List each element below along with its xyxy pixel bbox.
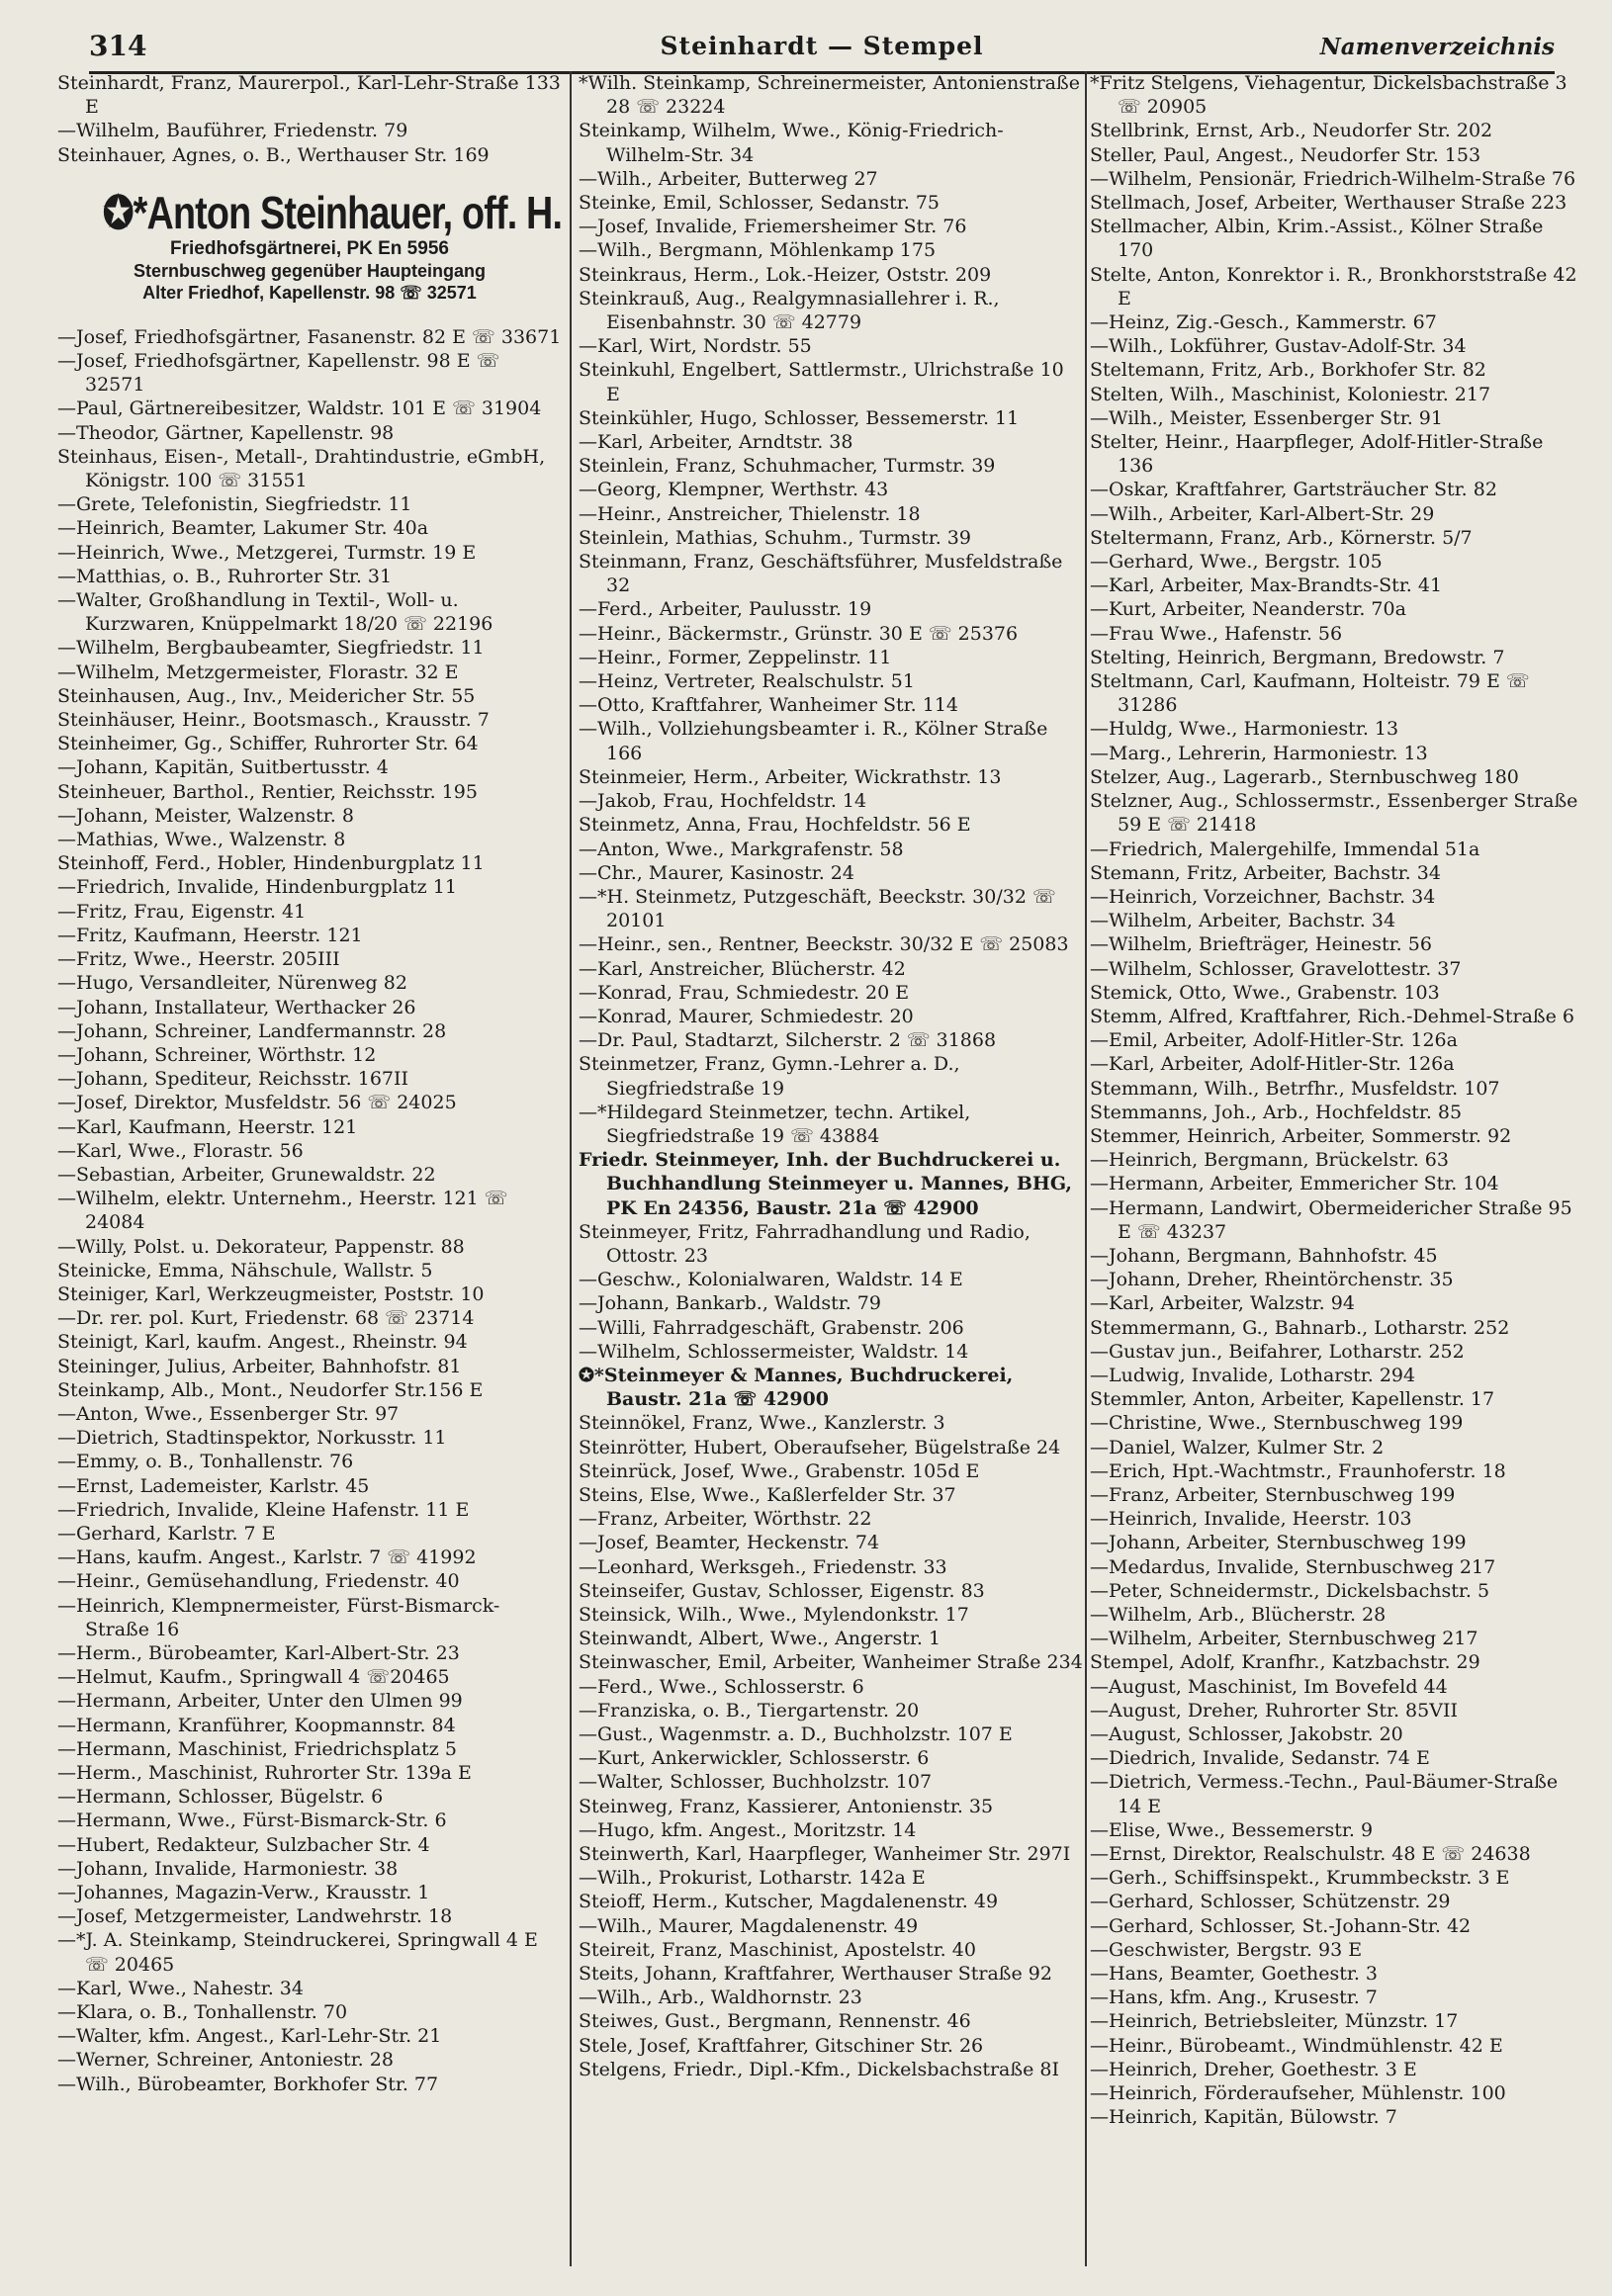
directory-entry: —Gerhard, Karlstr. 7 E [57, 1522, 276, 1545]
directory-entry: *Wilh. Steinkamp, Schreinermeister, Antonienstraße 28 ☏ 23224 [579, 72, 1080, 119]
directory-entry: Steinnökel, Franz, Wwe., Kanzlerstr. 3 [579, 1412, 945, 1435]
directory-entry: —Heinrich, Bergmann, Brückelstr. 63 [1090, 1149, 1449, 1172]
directory-entry: *Fritz Stelgens, Viehagentur, Dickelsbachstraße 3 ☏ 20905 [1090, 72, 1567, 119]
directory-entry: —Heinrich, Förderaufseher, Mühlenstr. 100 [1090, 2082, 1506, 2105]
directory-entry: —Josef, Direktor, Musfeldstr. 56 ☏ 24025 [57, 1092, 457, 1114]
directory-entry: —Anton, Wwe., Essenberger Str. 97 [57, 1402, 400, 1425]
directory-entry: —Helmut, Kaufm., Springwall 4 ☏20465 [57, 1666, 450, 1689]
directory-entry: —Herm., Bürobeamter, Karl-Albert-Str. 23 [57, 1641, 460, 1664]
advertisement-name: ✪*Anton Steinhauer, off. H. [102, 186, 562, 238]
directory-entry: Stelter, Heinr., Haarpfleger, Adolf-Hitler-Straße 136 [1090, 431, 1544, 478]
directory-entry: —Josef, Friedhofsgärtner, Kapellenstr. 98 E ☏ 32571 [57, 350, 500, 397]
directory-entry: —Johann, Invalide, Harmoniestr. 38 [57, 1857, 399, 1880]
directory-entry: —Wilhelm, Bergbaubeamter, Siegfriedstr. 11 [57, 637, 485, 660]
directory-entry: —August, Dreher, Ruhrorter Str. 85VII [1090, 1699, 1458, 1722]
directory-entry: —Heinr., Anstreicher, Thielenstr. 18 [579, 502, 921, 525]
directory-entry: —Hans, kfm. Ang., Krusestr. 7 [1090, 1987, 1378, 2009]
directory-entry: —Mathias, Wwe., Walzenstr. 8 [57, 829, 346, 851]
directory-entry: Steinkrauß, Aug., Realgymnasiallehrer i. R., Eisenbahnstr. 30 ☏ 42779 [579, 287, 1000, 334]
directory-entry: Stele, Josef, Kraftfahrer, Gitschiner Str. 26 [579, 2034, 984, 2057]
directory-entry: —Oskar, Kraftfahrer, Gartsträucher Str. 82 [1090, 479, 1497, 501]
advertisement-line1: Friedhofsgärtnerei, PK En 5956 [170, 237, 449, 259]
directory-entry: —Gerhard, Schlosser, Schützenstr. 29 [1090, 1891, 1451, 1913]
directory-entry: —Huldg, Wwe., Harmoniestr. 13 [1090, 718, 1399, 741]
directory-entry: Steinmetzer, Franz, Gymn.-Lehrer a. D., Siegfriedstraße 19 [579, 1053, 960, 1100]
directory-entry: —Medardus, Invalide, Sternbuschweg 217 [1090, 1555, 1496, 1578]
directory-entry: —Hubert, Redakteur, Sulzbacher Str. 4 [57, 1833, 430, 1856]
directory-entry: —Dietrich, Vermess.-Techn., Paul-Bäumer-Straße 14 E [1090, 1771, 1559, 1817]
directory-entry: Steinheuer, Barthol., Rentier, Reichsstr. 195 [57, 780, 478, 803]
directory-entry: Steinrück, Josef, Wwe., Grabenstr. 105d E [579, 1459, 980, 1482]
directory-entry: —Friedrich, Invalide, Hindenburgplatz 11 [57, 876, 457, 899]
directory-entry: —Josef, Invalide, Friemersheimer Str. 76 [579, 216, 967, 238]
column-2 [579, 71, 1083, 2266]
directory-entry: —Ferd., Arbeiter, Paulusstr. 19 [579, 598, 872, 621]
directory-entry: —*Hildegard Steinmetzer, techn. Artikel, Siegfriedstraße 19 ☏ 43884 [579, 1101, 971, 1147]
directory-entry: —Walter, Großhandlung in Textil-, Woll- u. Kurzwaren, Knüppelmarkt 18/20 ☏ 22196 [57, 589, 493, 636]
directory-entry: —Karl, Wirt, Nordstr. 55 [579, 335, 812, 358]
directory-entry: —Fritz, Frau, Eigenstr. 41 [57, 900, 307, 923]
directory-entry: —August, Schlosser, Jakobstr. 20 [1090, 1723, 1403, 1746]
directory-entry: —Sebastian, Arbeiter, Grunewaldstr. 22 [57, 1163, 436, 1186]
directory-entry: —Fritz, Wwe., Heerstr. 205III [57, 948, 340, 971]
directory-entry: —Karl, Arbeiter, Arndtstr. 38 [579, 431, 853, 454]
directory-entry: ✪*Steinmeyer & Mannes, Buchdruckerei, Baustr. 21a ☏ 42900 [579, 1364, 1014, 1411]
directory-entry: Steinkuhl, Engelbert, Sattlermstr., Ulrichstraße 10 E [579, 359, 1064, 405]
directory-entry: —Heinrich, Wwe., Metzgerei, Turmstr. 19 E [57, 541, 477, 564]
directory-entry: Stelte, Anton, Konrektor i. R., Bronkhorststraße 42 E [1090, 263, 1577, 309]
directory-entry: —Hermann, Kranführer, Koopmannstr. 84 [57, 1714, 456, 1736]
directory-entry: Steireit, Franz, Maschinist, Apostelstr. 40 [579, 1938, 976, 1961]
directory-entry: —Werner, Schreiner, Antoniestr. 28 [57, 2049, 394, 2072]
directory-entry: —Hermann, Schlosser, Bügelstr. 6 [57, 1786, 384, 1809]
directory-entry: —Hermann, Landwirt, Obermeidericher Straße 95 E ☏ 43237 [1090, 1196, 1572, 1243]
directory-entry: —Hans, kaufm. Angest., Karlstr. 7 ☏ 41992 [57, 1546, 477, 1569]
directory-entry: —Heinr., Bürobeamt., Windmühlenstr. 42 E [1090, 2034, 1503, 2057]
column-3 [1090, 71, 1584, 2266]
directory-entry: —Wilhelm, elektr. Unternehm., Heerstr. 121 ☏ 24084 [57, 1188, 508, 1234]
directory-entry: —Ernst, Direktor, Realschulstr. 48 E ☏ 24638 [1090, 1843, 1531, 1866]
directory-entry: —Wilhelm, Pensionär, Friedrich-Wilhelm-Straße 76 [1090, 167, 1576, 190]
directory-entry: —Johann, Schreiner, Landfermannstr. 28 [57, 1019, 447, 1042]
directory-entry: —Wilhelm, Bauführer, Friedenstr. 79 [57, 120, 408, 142]
directory-entry: —Kurt, Ankerwickler, Schlosserstr. 6 [579, 1747, 930, 1770]
directory-entry: Steins, Else, Wwe., Kaßlerfelder Str. 37 [579, 1483, 956, 1506]
directory-entry: —Wilhelm, Schlossermeister, Waldstr. 14 [579, 1340, 969, 1363]
directory-entry: —Walter, kfm. Angest., Karl-Lehr-Str. 21 [57, 2025, 442, 2048]
directory-entry: —Marg., Lehrerin, Harmoniestr. 13 [1090, 742, 1428, 764]
directory-entry: —Ernst, Lademeister, Karlstr. 45 [57, 1474, 370, 1497]
advertisement-box [57, 187, 562, 304]
directory-entry: —Karl, Anstreicher, Blücherstr. 42 [579, 957, 906, 980]
directory-entry: —Josef, Beamter, Heckenstr. 74 [579, 1532, 880, 1554]
directory-entry: Steinwerth, Karl, Haarpfleger, Wanheimer Str. 297I [579, 1843, 1071, 1866]
directory-entry: —Matthias, o. B., Ruhrorter Str. 31 [57, 565, 393, 587]
directory-entry: —Dr. rer. pol. Kurt, Friedenstr. 68 ☏ 23714 [57, 1307, 475, 1330]
directory-entry: —Heinrich, Kapitän, Bülowstr. 7 [1090, 2106, 1397, 2129]
directory-entry: —Jakob, Frau, Hochfeldstr. 14 [579, 790, 867, 813]
directory-entry: —Hans, Beamter, Goethestr. 3 [1090, 1963, 1378, 1986]
directory-entry: —Wilh., Bergmann, Möhlenkamp 175 [579, 239, 937, 262]
directory-entry: —Gust., Wagenmstr. a. D., Buchholzstr. 107 E [579, 1723, 1013, 1746]
directory-entry: Steinke, Emil, Schlosser, Sedanstr. 75 [579, 192, 940, 215]
page-header [89, 26, 1555, 74]
directory-entry: —Gustav jun., Beifahrer, Lotharstr. 252 [1090, 1340, 1465, 1363]
directory-entry: —Wilhelm, Arb., Blücherstr. 28 [1090, 1604, 1387, 1626]
directory-entry: —Johann, Installateur, Werthacker 26 [57, 996, 416, 1018]
directory-entry: —Frau Wwe., Hafenstr. 56 [1090, 622, 1343, 645]
directory-entry: —Diedrich, Invalide, Sedanstr. 74 E [1090, 1747, 1430, 1770]
directory-entry: —Kurt, Arbeiter, Neanderstr. 70a [1090, 598, 1406, 621]
directory-entry: Steller, Paul, Angest., Neudorfer Str. 153 [1090, 143, 1481, 166]
directory-entry: Stemann, Fritz, Arbeiter, Bachstr. 34 [1090, 861, 1441, 884]
directory-entry: —Heinr., Bäckermstr., Grünstr. 30 E ☏ 25376 [579, 622, 1019, 645]
directory-entry: Steinweg, Franz, Kassierer, Antonienstr. 35 [579, 1795, 994, 1817]
directory-entry: —Elise, Wwe., Bessemerstr. 9 [1090, 1818, 1374, 1841]
directory-entry: —Heinz, Zig.-Gesch., Kammerstr. 67 [1090, 311, 1437, 334]
directory-entry: —Karl, Kaufmann, Heerstr. 121 [57, 1115, 358, 1138]
directory-entry: Steinheimer, Gg., Schiffer, Ruhrorter Str. 64 [57, 733, 479, 755]
directory-entry: —Johann, Spediteur, Reichsstr. 167II [57, 1068, 409, 1091]
directory-entry: —Heinr., Gemüsehandlung, Friedenstr. 40 [57, 1570, 460, 1593]
directory-entry: Steiwes, Gust., Bergmann, Rennenstr. 46 [579, 2010, 971, 2033]
directory-entry: Stelzner, Aug., Schlossermstr., Essenberger Straße 59 E ☏ 21418 [1090, 790, 1578, 837]
column-divider [1085, 71, 1087, 2266]
directory-entry: —Franziska, o. B., Tiergartenstr. 20 [579, 1699, 920, 1722]
directory-entry: —Georg, Klempner, Werthstr. 43 [579, 479, 889, 501]
directory-entry: —Wilh., Meister, Essenberger Str. 91 [1090, 406, 1443, 429]
directory-entry: Steinhoff, Ferd., Hobler, Hindenburgplatz 11 [57, 852, 485, 875]
directory-entry: —Emmy, o. B., Tonhallenstr. 76 [57, 1451, 354, 1473]
directory-entry: —*J. A. Steinkamp, Steindruckerei, Springwall 4 E ☏ 20465 [57, 1929, 538, 1976]
directory-entry: —Heinrich, Beamter, Lakumer Str. 40a [57, 517, 429, 540]
directory-entry: —Wilhelm, Metzgermeister, Florastr. 32 E [57, 661, 459, 683]
directory-entry: —Johann, Meister, Walzenstr. 8 [57, 804, 354, 827]
directory-entry: —Johann, Bergmann, Bahnhofstr. 45 [1090, 1244, 1438, 1267]
directory-entry: Steininger, Julius, Arbeiter, Bahnhofstr. 81 [57, 1355, 462, 1377]
directory-entry: —Klara, o. B., Tonhallenstr. 70 [57, 2001, 348, 2024]
directory-entry: —Theodor, Gärtner, Kapellenstr. 98 [57, 421, 395, 444]
advertisement-line2: Sternbuschweg gegenüber Haupteingang [133, 260, 487, 281]
directory-entry: —Josef, Metzgermeister, Landwehrstr. 18 [57, 1905, 453, 1928]
directory-entry: —Peter, Schneidermstr., Dickelsbachstr. 5 [1090, 1579, 1490, 1602]
directory-entry: —Johann, Arbeiter, Sternbuschweg 199 [1090, 1532, 1467, 1554]
directory-entry: Stelgens, Friedr., Dipl.-Kfm., Dickelsbachstraße 8I [579, 2058, 1059, 2080]
directory-entry: Steinkühler, Hugo, Schlosser, Bessemerstr. 11 [579, 406, 1020, 429]
directory-entry: Steinlein, Franz, Schuhmacher, Turmstr. 39 [579, 455, 996, 478]
directory-entry: —Gerhard, Schlosser, St.-Johann-Str. 42 [1090, 1914, 1472, 1937]
directory-entry: Steiniger, Karl, Werkzeugmeister, Poststr. 10 [57, 1282, 485, 1305]
directory-entry: —Chr., Maurer, Kasinostr. 24 [579, 861, 854, 884]
directory-entry: —Christine, Wwe., Sternbuschweg 199 [1090, 1412, 1464, 1435]
directory-entry: —Heinrich, Klempnermeister, Fürst-Bismarck-Straße 16 [57, 1594, 500, 1640]
page-title: Steinhardt — Stempel [660, 32, 984, 60]
directory-entry: —Karl, Arbeiter, Walzstr. 94 [1090, 1292, 1355, 1315]
directory-entry: —Hermann, Maschinist, Friedrichsplatz 5 [57, 1737, 457, 1760]
directory-entry: Steinhausen, Aug., Inv., Meidericher Str. 55 [57, 684, 476, 707]
directory-entry: —Leonhard, Werksgeh., Friedenstr. 33 [579, 1555, 947, 1578]
directory-entry: —Daniel, Walzer, Kulmer Str. 2 [1090, 1436, 1385, 1458]
directory-entry: —Karl, Wwe., Nahestr. 34 [57, 1977, 304, 1999]
directory-entry: Steinsick, Wilh., Wwe., Mylendonkstr. 17 [579, 1604, 969, 1626]
directory-entry: —Franz, Arbeiter, Wörthstr. 22 [579, 1508, 872, 1531]
directory-entry: Stelzer, Aug., Lagerarb., Sternbuschweg 180 [1090, 765, 1519, 788]
directory-entry: Steinkamp, Wilhelm, Wwe., König-Friedrich-Wilhelm-Str. 34 [579, 120, 1004, 166]
directory-entry: —Heinr., Former, Zeppelinstr. 11 [579, 646, 892, 668]
directory-entry: —Otto, Kraftfahrer, Wanheimer Str. 114 [579, 694, 959, 717]
directory-entry: Steinkamp, Alb., Mont., Neudorfer Str.156 E [57, 1378, 484, 1401]
directory-entry: —Konrad, Frau, Schmiedestr. 20 E [579, 981, 910, 1004]
directory-entry: —Heinz, Vertreter, Realschulstr. 51 [579, 670, 915, 693]
directory-entry: —Johann, Kapitän, Suitbertusstr. 4 [57, 756, 389, 779]
directory-entry: Stemmann, Wilh., Betrfhr., Musfeldstr. 107 [1090, 1077, 1500, 1100]
page-number: 314 [89, 30, 147, 62]
directory-entry: —Dietrich, Stadtinspektor, Norkusstr. 11 [57, 1427, 447, 1450]
directory-entry: —Gerhard, Wwe., Bergstr. 105 [1090, 551, 1383, 574]
directory-entry: —Emil, Arbeiter, Adolf-Hitler-Str. 126a [1090, 1029, 1458, 1052]
column-divider [570, 71, 572, 2266]
directory-entry: —Wilh., Arb., Waldhornstr. 23 [579, 1987, 862, 2009]
directory-entry: Stelting, Heinrich, Bergmann, Bredowstr. 7 [1090, 646, 1505, 668]
directory-entry: —Erich, Hpt.-Wachtmstr., Fraunhoferstr. 18 [1090, 1459, 1506, 1482]
directory-entry: —Friedrich, Invalide, Kleine Hafenstr. 11 E [57, 1498, 470, 1521]
directory-entry: Stempel, Adolf, Kranfhr., Katzbachstr. 29 [1090, 1651, 1480, 1674]
directory-entry: —Geschwister, Bergstr. 93 E [1090, 1938, 1363, 1961]
column-1 [57, 71, 562, 2266]
directory-entry: —Wilhelm, Briefträger, Heinestr. 56 [1090, 933, 1432, 956]
directory-entry: —Hugo, kfm. Angest., Moritzstr. 14 [579, 1818, 917, 1841]
directory-entry: Steinmann, Franz, Geschäftsführer, Musfeldstraße 32 [579, 551, 1063, 597]
directory-entry: —Heinrich, Dreher, Goethestr. 3 E [1090, 2058, 1417, 2080]
directory-entry: —August, Maschinist, Im Bovefeld 44 [1090, 1675, 1448, 1698]
directory-entry: —Johann, Schreiner, Wörthstr. 12 [57, 1043, 377, 1066]
directory-entry: —Grete, Telefonistin, Siegfriedstr. 11 [57, 493, 412, 516]
directory-entry: —Konrad, Maurer, Schmiedestr. 20 [579, 1005, 914, 1027]
directory-entry: —Johannes, Magazin-Verw., Krausstr. 1 [57, 1882, 430, 1904]
directory-entry: Steinlein, Mathias, Schuhm., Turmstr. 39 [579, 526, 971, 549]
directory-entry: Stemmermann, G., Bahnarb., Lotharstr. 252 [1090, 1316, 1510, 1339]
directory-entry: —Johann, Dreher, Rheintörchenstr. 35 [1090, 1269, 1454, 1291]
directory-entry: —Heinr., sen., Rentner, Beeckstr. 30/32 E ☏ 25083 [579, 933, 1069, 956]
directory-entry: Steinwascher, Emil, Arbeiter, Wanheimer Straße 234 [579, 1651, 1083, 1674]
directory-entry: Stemm, Alfred, Kraftfahrer, Rich.-Dehmel-Straße 6 [1090, 1005, 1574, 1027]
directory-entry: Friedr. Steinmeyer, Inh. der Buchdruckerei u. Buchhandlung Steinmeyer u. Mannes, BHG, PK En 24356, Baustr. 21a ☏ 42900 [579, 1149, 1072, 1219]
directory-entry: —Friedrich, Malergehilfe, Immendal 51a [1090, 838, 1480, 860]
directory-entry: —Wilh., Vollziehungsbeamter i. R., Kölner Straße 166 [579, 718, 1048, 764]
directory-entry: Steinkraus, Herm., Lok.-Heizer, Oststr. 209 [579, 263, 992, 286]
directory-entry: —Dr. Paul, Stadtarzt, Silcherstr. 2 ☏ 31868 [579, 1029, 997, 1052]
directory-entry: Steinicke, Emma, Nähschule, Wallstr. 5 [57, 1259, 433, 1281]
directory-entry: Steltemann, Fritz, Arb., Borkhofer Str. 82 [1090, 359, 1486, 382]
directory-entry: —Johann, Bankarb., Waldstr. 79 [579, 1292, 881, 1315]
directory-entry: —Karl, Arbeiter, Adolf-Hitler-Str. 126a [1090, 1053, 1455, 1076]
directory-entry: —Gerh., Schiffsinspekt., Krummbeckstr. 3 E [1090, 1867, 1510, 1890]
directory-entry: —Willy, Polst. u. Dekorateur, Pappenstr. 88 [57, 1235, 465, 1258]
directory-entry: —Josef, Friedhofsgärtner, Fasanenstr. 82 E ☏ 33671 [57, 325, 562, 348]
directory-entry: —Wilhelm, Arbeiter, Sternbuschweg 217 [1090, 1628, 1478, 1650]
directory-entry: Stelten, Wilh., Maschinist, Koloniestr. 217 [1090, 383, 1491, 405]
directory-entry: Steltermann, Franz, Arb., Körnerstr. 5/7 [1090, 526, 1473, 549]
directory-entry: Stemmanns, Joh., Arb., Hochfeldstr. 85 [1090, 1101, 1463, 1123]
directory-entry: —Hugo, Versandleiter, Nürenweg 82 [57, 972, 407, 995]
directory-entry: —Wilhelm, Arbeiter, Bachstr. 34 [1090, 910, 1396, 932]
directory-entry: —Hermann, Wwe., Fürst-Bismarck-Str. 6 [57, 1810, 447, 1832]
directory-entry: —Ferd., Wwe., Schlosserstr. 6 [579, 1675, 864, 1698]
directory-entry: —Paul, Gärtnereibesitzer, Waldstr. 101 E ☏ 31904 [57, 397, 542, 420]
directory-entry: —Wilhelm, Schlosser, Gravelottestr. 37 [1090, 957, 1462, 980]
directory-entry: Steinigt, Karl, kaufm. Angest., Rheinstr. 94 [57, 1331, 468, 1354]
directory-entry: —Wilh., Prokurist, Lotharstr. 142a E [579, 1867, 926, 1890]
directory-entry: —Wilh., Arbeiter, Butterweg 27 [579, 167, 878, 190]
directory-entry: —Karl, Arbeiter, Max-Brandts-Str. 41 [1090, 574, 1443, 597]
section-title: Namenverzeichnis [1319, 34, 1555, 60]
directory-entry: Steinhauer, Agnes, o. B., Werthauser Str. 169 [57, 143, 490, 166]
directory-entry: —Franz, Arbeiter, Sternbuschweg 199 [1090, 1483, 1456, 1506]
directory-entry: —Heinrich, Vorzeichner, Bachstr. 34 [1090, 885, 1436, 908]
directory-entry: Steltmann, Carl, Kaufmann, Holteistr. 79 E ☏ 31286 [1090, 670, 1530, 717]
directory-entry: —Anton, Wwe., Markgrafenstr. 58 [579, 838, 904, 860]
directory-entry: Steinseifer, Gustav, Schlosser, Eigenstr. 83 [579, 1579, 985, 1602]
directory-entry: Steioff, Herm., Kutscher, Magdalenenstr. 49 [579, 1891, 999, 1913]
directory-entry: Steinmeier, Herm., Arbeiter, Wickrathstr. 13 [579, 765, 1002, 788]
directory-entry: Stemmer, Heinrich, Arbeiter, Sommerstr. 92 [1090, 1124, 1512, 1147]
advertisement-line3: Alter Friedhof, Kapellenstr. 98 ☏ 32571 [142, 282, 477, 303]
directory-entry: Steinwandt, Albert, Wwe., Angerstr. 1 [579, 1628, 941, 1650]
directory-entry: —Wilh., Bürobeamter, Borkhofer Str. 77 [57, 2073, 439, 2095]
directory-entry: —Willi, Fahrradgeschäft, Grabenstr. 206 [579, 1316, 964, 1339]
directory-entry: Stellbrink, Ernst, Arb., Neudorfer Str. 202 [1090, 120, 1493, 142]
directory-entry: Steinmeyer, Fritz, Fahrradhandlung und Radio, Ottostr. 23 [579, 1220, 1030, 1267]
directory-entry: —Heinrich, Betriebsleiter, Münzstr. 17 [1090, 2010, 1459, 2033]
directory-entry: Steits, Johann, Kraftfahrer, Werthauser Straße 92 [579, 1963, 1052, 1986]
directory-entry: —Hermann, Arbeiter, Unter den Ulmen 99 [57, 1690, 463, 1713]
directory-entry: Steinhaus, Eisen-, Metall-, Drahtindustrie, eGmbH, Königstr. 100 ☏ 31551 [57, 445, 546, 492]
directory-entry: Stellmacher, Albin, Krim.-Assist., Kölner Straße 170 [1090, 216, 1544, 262]
directory-entry: —Herm., Maschinist, Ruhrorter Str. 139a E [57, 1762, 472, 1784]
directory-entry: —Fritz, Kaufmann, Heerstr. 121 [57, 924, 363, 946]
directory-entry: Steinrötter, Hubert, Oberaufseher, Bügelstraße 24 [579, 1436, 1061, 1458]
directory-entry: —Hermann, Arbeiter, Emmericher Str. 104 [1090, 1173, 1499, 1195]
directory-entry: —Wilh., Arbeiter, Karl-Albert-Str. 29 [1090, 502, 1435, 525]
directory-entry: Steinmetz, Anna, Frau, Hochfeldstr. 56 E [579, 814, 971, 837]
directory-entry: —Karl, Wwe., Florastr. 56 [57, 1139, 304, 1162]
directory-entry: —Wilh., Lokführer, Gustav-Adolf-Str. 34 [1090, 335, 1467, 358]
directory-entry: —*H. Steinmetz, Putzgeschäft, Beeckstr. 30/32 ☏ 20101 [579, 885, 1056, 932]
directory-entry: —Geschw., Kolonialwaren, Waldstr. 14 E [579, 1269, 963, 1291]
directory-entry: Steinhäuser, Heinr., Bootsmasch., Krausstr. 7 [57, 709, 490, 732]
directory-entry: Stellmach, Josef, Arbeiter, Werthauser Straße 223 [1090, 192, 1567, 215]
directory-entry: Stemick, Otto, Wwe., Grabenstr. 103 [1090, 981, 1440, 1004]
directory-entry: Steinhardt, Franz, Maurerpol., Karl-Lehr-Straße 133 E [57, 72, 561, 119]
directory-entry: —Heinrich, Invalide, Heerstr. 103 [1090, 1508, 1412, 1531]
directory-entry: Stemmler, Anton, Arbeiter, Kapellenstr. 17 [1090, 1388, 1495, 1411]
directory-entry: —Walter, Schlosser, Buchholzstr. 107 [579, 1771, 933, 1794]
directory-entry: —Ludwig, Invalide, Lotharstr. 294 [1090, 1364, 1416, 1386]
directory-entry: —Wilh., Maurer, Magdalenenstr. 49 [579, 1914, 919, 1937]
